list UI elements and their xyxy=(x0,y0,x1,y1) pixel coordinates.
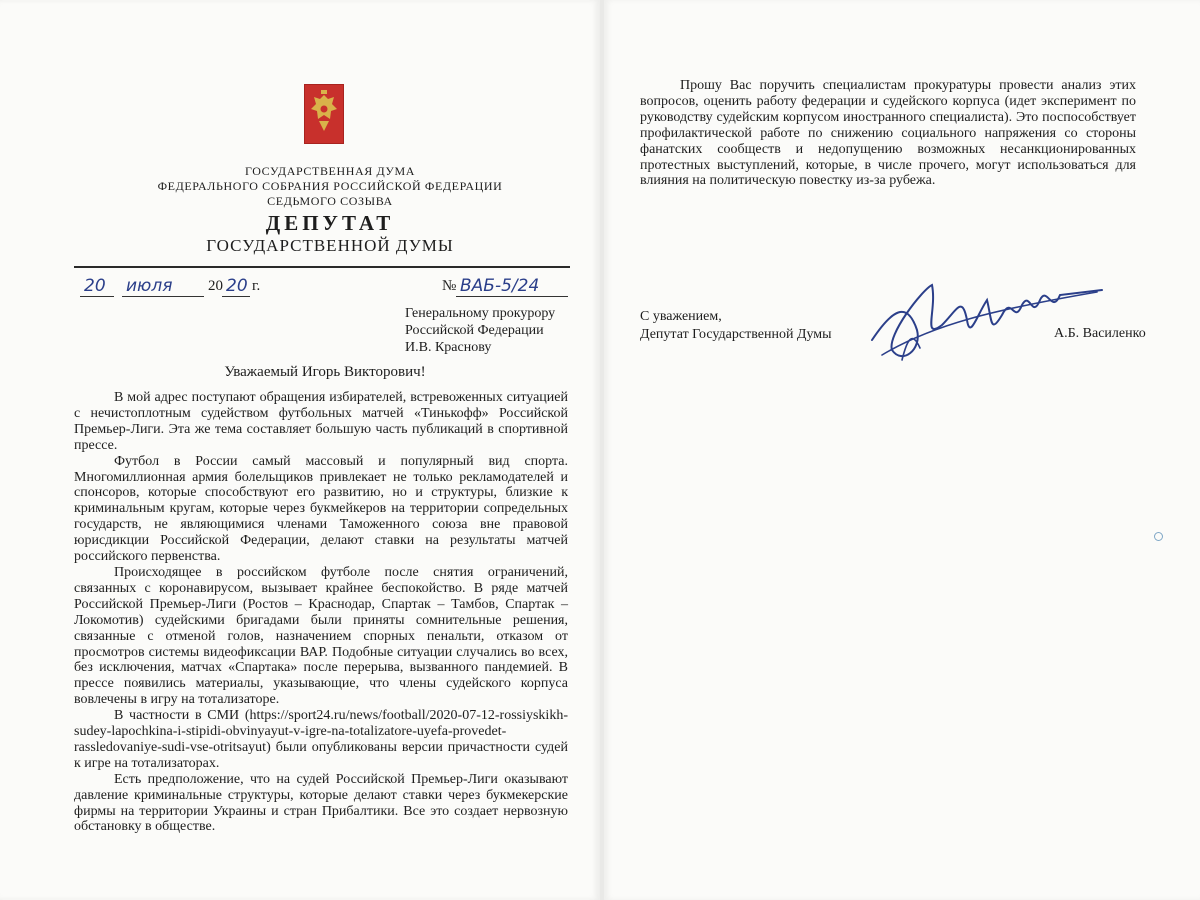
handwritten-signature xyxy=(862,270,1112,370)
closing-block xyxy=(640,308,832,344)
reference-number-underline xyxy=(456,296,568,297)
date-month: июля xyxy=(126,276,173,296)
body-paragraph: Футбол в России самый массовый и популярный вид спорта. Многомиллионная армия болельщиков привлекает не только рекламодателей и спонсоров, которые способствуют его развитию, но и структуры, близкие к криминальным кругам, которые через букмейкеров на территории сопредельных государств, не являющимися членами Таможенного союза вне правовой юрисдикции Российской Федерации, делают ставки на результаты матчей российского первенства. xyxy=(74,453,568,565)
reference-number-prefix: № xyxy=(442,278,457,294)
letterhead-subtitle: ГОСУДАРСТВЕННОЙ ДУМЫ xyxy=(206,236,454,255)
closing-position: Депутат Государственной Думы xyxy=(640,327,832,342)
date-year-prefix: 20 xyxy=(208,278,223,294)
letterhead-title: ДЕПУТАТ xyxy=(265,211,395,235)
body-paragraph: В частности в СМИ (https://sport24.ru/news/football/2020-07-12-rossiyskikh-sudey-lapochkina-i-stipidi-obvinyayut-v-igre-na-totalizatore-uyefa-provedet-rassledovaniye-sudi-vse-otritsayut) были опубликованы версии причастности судей к игре на тотализаторах. xyxy=(74,708,568,771)
body-paragraph: В мой адрес поступают обращения избирателей, встревоженных ситуацией с нечистоплотным судейством футбольных матчей «Тинькофф» Российской Премьер-Лиги. Эта же тема составляет большую часть публикаций в спортивной прессе. xyxy=(74,390,568,453)
letter-body-page-2 xyxy=(640,78,1136,189)
letter-page-2 xyxy=(604,0,1200,900)
body-paragraph: Есть предположение, что на судей Российской Премьер-Лиги оказывают давление криминальные структуры, которые делают ставки через букмекерские фирмы на территории Украины и стран Прибалтики. Все это создает нервозную обстановку в обществе. xyxy=(74,771,568,835)
addressee-line-3: И.В. Краснову xyxy=(405,340,492,355)
closing-salutation: С уважением, xyxy=(640,309,722,324)
date-reference-row xyxy=(80,276,570,304)
coat-of-arms-icon xyxy=(304,84,344,144)
letterhead-line-2: ФЕДЕРАЛЬНОГО СОБРАНИЯ РОССИЙСКОЙ ФЕДЕРАЦИИ xyxy=(157,179,503,193)
addressee-line-1: Генеральному прокурору xyxy=(405,306,556,321)
addressee-line-2: Российской Федерации xyxy=(405,323,544,338)
date-day: 20 xyxy=(84,276,106,296)
greeting: Уважаемый Игорь Викторович! xyxy=(224,364,426,380)
letter-body-page-1 xyxy=(74,390,568,835)
body-paragraph: Происходящее в российском футболе после снятия ограничений, связанных с коронавирусом, вызывает крайнее беспокойство. В ряде матчей Российской Премьер-Лиги (Ростов – Краснодар, Спартак – Тамбов, Спартак – Локомотив) судейскими бригадами были приняты сомнительные решения, связанные с отменой голов, назначением спорных пенальти, отказом от просмотров системы видеофиксации ВАР. Подобные ситуации случались во всех, без исключения, матчах «Спартака» после перерыва, вызванного пандемией. В прессе появились материалы, указывающие, что члены судейского корпуса вовлечены в игру на тотализаторе. xyxy=(74,564,568,708)
date-year-suffix: 20 xyxy=(226,276,248,296)
body-paragraph: Прошу Вас поручить специалистам прокуратуры провести анализ этих вопросов, оценить работу федерации и судейского корпуса (идет эксперимент по руководству судейским корпусом иностранного специалиста). Это поспособствует профилактической работе по снижению социального напряжения со стороны фанатских сообществ и недопущению возможных несанкционированных протестных выступлений, которые, в числе прочего, могут использоваться для влияния на политическую повестку из-за рубежа. xyxy=(640,78,1136,189)
date-year-underline xyxy=(222,296,250,297)
reference-number: ВАБ-5/24 xyxy=(460,276,540,296)
letterhead-divider xyxy=(74,266,570,268)
letterhead-line-3: СЕДЬМОГО СОЗЫВА xyxy=(267,194,393,208)
addressee-block xyxy=(405,305,595,356)
page-mark xyxy=(1154,532,1163,541)
date-month-underline xyxy=(122,296,204,297)
date-day-underline xyxy=(80,296,114,297)
signer-name: А.Б. Василенко xyxy=(1054,326,1146,341)
letterhead-line-1: ГОСУДАРСТВЕННАЯ ДУМА xyxy=(244,164,416,178)
date-year-label: г. xyxy=(252,278,261,294)
